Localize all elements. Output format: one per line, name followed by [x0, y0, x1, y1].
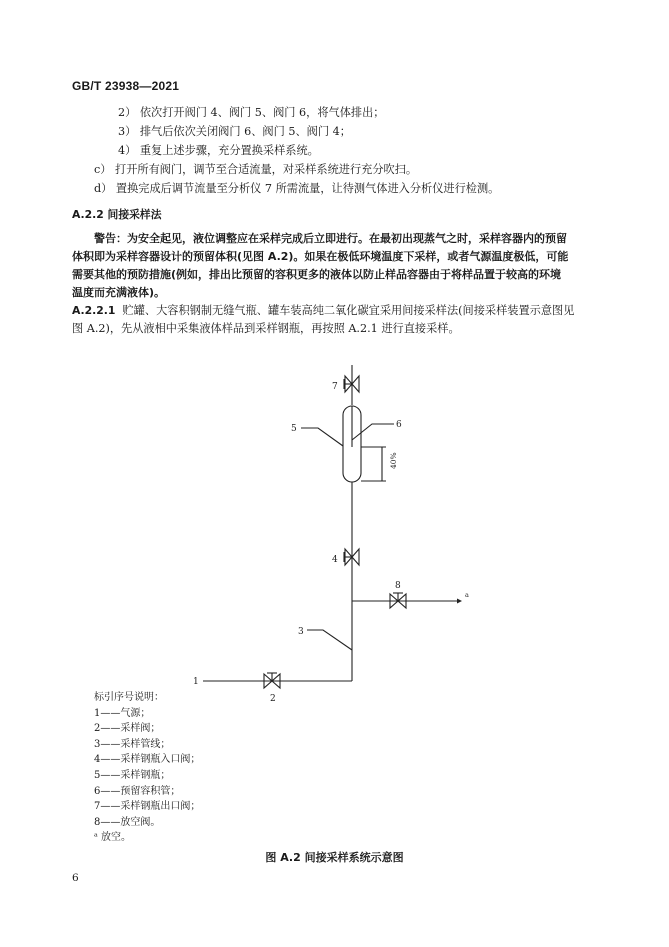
legend-item-8: 8——放空阀。: [94, 816, 161, 828]
leader-3: [307, 630, 352, 650]
clause-line-2: 图 A.2)，先从液相中采集液体样品到采样钢瓶，再按照 A.2.1 进行直接采样。: [72, 322, 460, 335]
leader-6: [352, 424, 394, 440]
legend: [94, 690, 200, 846]
warning-line-3: 需要其他的预防措施(例如，排出比预留的容积更多的液体以防止样品容器由于将样品置于较高的环境: [72, 268, 562, 281]
figure-caption: 图 A.2 间接采样系统示意图: [265, 851, 404, 864]
warning-line-4: 温度而充满液体)。: [72, 286, 166, 299]
clause-number: A.2.2.1: [72, 304, 116, 317]
page-number: 6: [72, 872, 79, 884]
legend-item-5: 5——采样钢瓶；: [94, 769, 171, 781]
legend-item-1: 1——气源；: [94, 707, 151, 719]
warning-line-1: 警告：为安全起见，液位调整应在采样完成后立即进行。在最初出现蒸气之时，采样容器内的预留: [94, 232, 567, 245]
legend-item-7: 7——采样钢瓶出口阀；: [94, 801, 201, 813]
label-percent: 40%: [389, 452, 398, 469]
leader-5: [301, 428, 343, 446]
label-6: 6: [396, 420, 402, 430]
label-3: 3: [298, 627, 304, 637]
label-8: 8: [395, 581, 401, 591]
legend-note: ᵃ 放空。: [94, 832, 132, 844]
legend-item-4: 4——采样钢瓶入口阀；: [94, 754, 201, 766]
legend-item-3: 3——采样管线；: [94, 738, 171, 750]
legend-title: 标引序号说明：: [94, 692, 164, 703]
label-1: 1: [193, 677, 199, 687]
clause-text-1: 贮罐、大容积钢制无缝气瓶、罐车装高纯二氧化碳宜采用间接采样法(间接采样装置示意图见: [122, 304, 575, 317]
section-title: A.2.2 间接采样法: [72, 208, 162, 221]
label-2: 2: [270, 694, 276, 704]
vent-arrow-icon: [457, 599, 462, 604]
standard-number: GB/T 23938—2021: [72, 79, 180, 93]
step-3: 3） 排气后依次关闭阀门 6、阀门 5、阀门 4；: [118, 125, 351, 138]
label-5: 5: [291, 424, 297, 434]
label-4: 4: [332, 555, 338, 565]
item-d: d） 置换完成后调节流量至分析仪 7 所需流量，让待测气体进入分析仪进行检测。: [94, 182, 500, 195]
legend-item-6: 6——预留容积管；: [94, 785, 181, 797]
label-vent-note: a: [465, 591, 469, 599]
item-c: c） 打开所有阀门，调节至合适流量，对采样系统进行充分吹扫。: [94, 163, 418, 176]
step-2: 2） 依次打开阀门 4、阀门 5、阀门 6，将气体排出；: [118, 106, 385, 119]
label-7: 7: [332, 382, 338, 392]
step-4: 4） 重复上述步骤，充分置换采样系统。: [118, 144, 319, 157]
legend-item-2: 2——采样阀；: [94, 723, 161, 735]
warning-line-2: 体积即为采样容器设计的预留体积(见图 A.2)。如果在极低环境温度下采样，或者气源温度极低，可能: [72, 250, 569, 263]
